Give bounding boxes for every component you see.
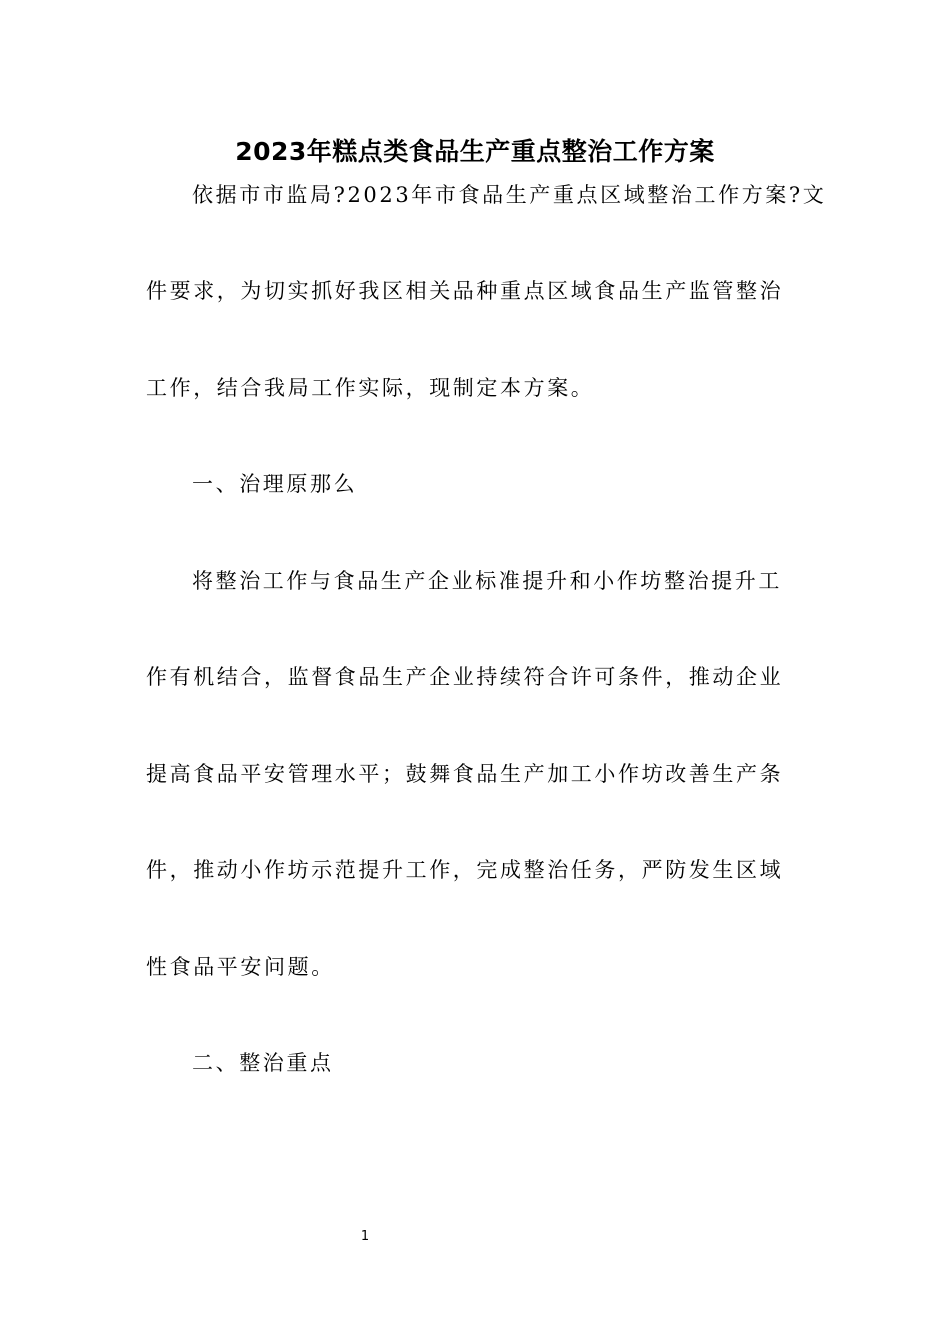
paragraph-1-line-3: 工作，结合我局工作实际，现制定本方案。 — [146, 376, 595, 400]
paragraph-2-line-1: 将整治工作与食品生产企业标准提升和小作坊整治提升工 — [192, 569, 782, 593]
document-title: 2023年糕点类食品生产重点整治工作方案 — [235, 137, 715, 166]
section-heading-2: 二、整治重点 — [192, 1051, 334, 1075]
page-number: 1 — [360, 1229, 370, 1244]
paragraph-2-line-3: 提高食品平安管理水平；鼓舞食品生产加工小作坊改善生产条 — [146, 762, 784, 786]
paragraph-2-line-5: 性食品平安问题。 — [146, 955, 335, 979]
paragraph-1-line-1: 依据市市监局?2023年市食品生产重点区域整治工作方案?文 — [192, 183, 827, 207]
paragraph-2-line-4: 件，推动小作坊示范提升工作，完成整治任务，严防发生区域 — [146, 858, 784, 882]
paragraph-1-line-2: 件要求，为切实抓好我区相关品种重点区域食品生产监管整治 — [146, 279, 784, 303]
section-heading-1: 一、治理原那么 — [192, 472, 358, 496]
paragraph-2-line-2: 作有机结合，监督食品生产企业持续符合许可条件，推动企业 — [146, 665, 784, 689]
